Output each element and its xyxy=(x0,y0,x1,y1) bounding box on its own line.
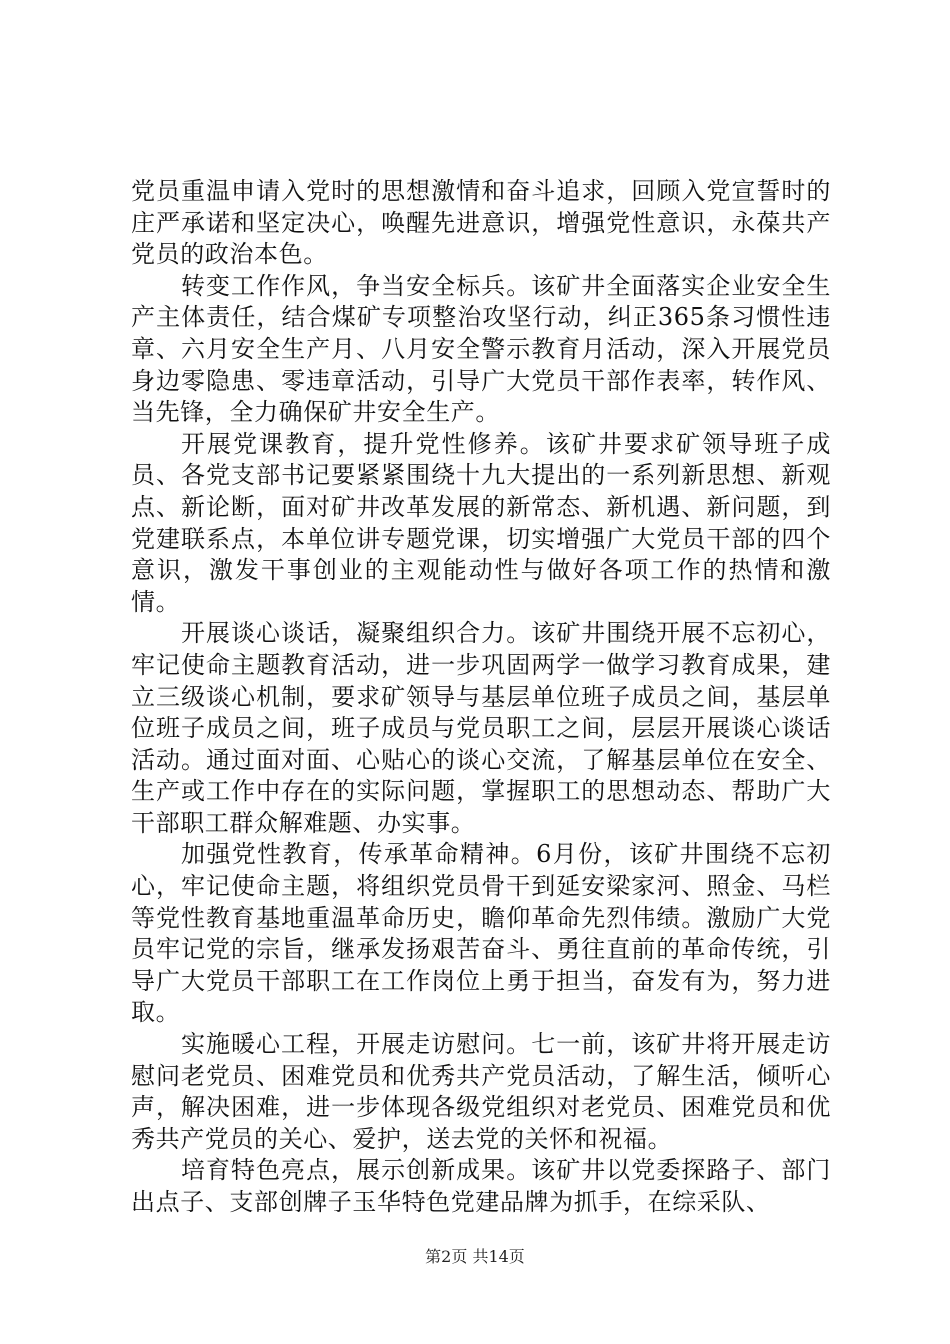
paragraph-warm-heart: 实施暖心工程，开展走访慰问。七一前，该矿井将开展走访慰问老党员、困难党员和优秀共产党员活动，了解生活，倾听心声，解决困难，进一步体现各级党组织对老党员、困难党员和优秀共产党员的关心、爱护，送去党的关怀和祝福。 xyxy=(131,1030,831,1153)
paragraph-party-lecture: 开展党课教育，提升党性修养。该矿井要求矿领导班子成员、各党支部书记要紧紧围绕十九大提出的一系列新思想、新观点、新论断，面对矿井改革发展的新常态、新机遇、新问题，到党建联系点，本单位讲专题党课，切实增强广大党员干部的四个意识，激发干事创业的主观能动性与做好各项工作的热情和激情。 xyxy=(131,429,831,616)
paragraph-heart-talk: 开展谈心谈话，凝聚组织合力。该矿井围绕开展不忘初心，牢记使命主题教育活动，进一步巩固两学一做学习教育成果，建立三级谈心机制，要求矿领导与基层单位班子成员之间，基层单位班子成员之间，班子成员与党员职工之间，层层开展谈心谈话活动。通过面对面、心贴心的谈心交流，了解基层单位在安全、生产或工作中存在的实际问题，掌握职工的思想动态、帮助广大干部职工群众解难题、办实事。 xyxy=(131,619,831,837)
paragraph-characteristic: 培育特色亮点，展示创新成果。该矿井以党委探路子、部门出点子、支部创牌子玉华特色党建品牌为抓手，在综采队、 xyxy=(131,1156,831,1216)
document-body xyxy=(131,176,831,1219)
page-footer: 第2页 共14页 xyxy=(425,1247,525,1266)
paragraph-continuation: 党员重温申请入党时的思想激情和奋斗追求，回顾入党宣誓时的庄严承诺和坚定决心，唤醒先进意识，增强党性意识，永葆共产党员的政治本色。 xyxy=(131,177,831,269)
paragraph-work-style: 转变工作作风，争当安全标兵。该矿井全面落实企业安全生产主体责任，结合煤矿专项整治攻坚行动，纠正365条习惯性违章、六月安全生产月、八月安全警示教育月活动，深入开展党员身边零隐患、零违章活动，引导广大党员干部作表率，转作风、当先锋，全力确保矿井安全生产。 xyxy=(131,271,831,427)
paragraph-party-education: 加强党性教育，传承革命精神。6月份，该矿井围绕不忘初心，牢记使命主题，将组织党员骨干到延安梁家河、照金、马栏等党性教育基地重温革命历史，瞻仰革命先烈伟绩。激励广大党员牢记党的宗旨，继承发扬艰苦奋斗、勇往直前的革命传统，引导广大党员干部职工在工作岗位上勇于担当，奋发有为，努力进取。 xyxy=(131,840,831,1027)
